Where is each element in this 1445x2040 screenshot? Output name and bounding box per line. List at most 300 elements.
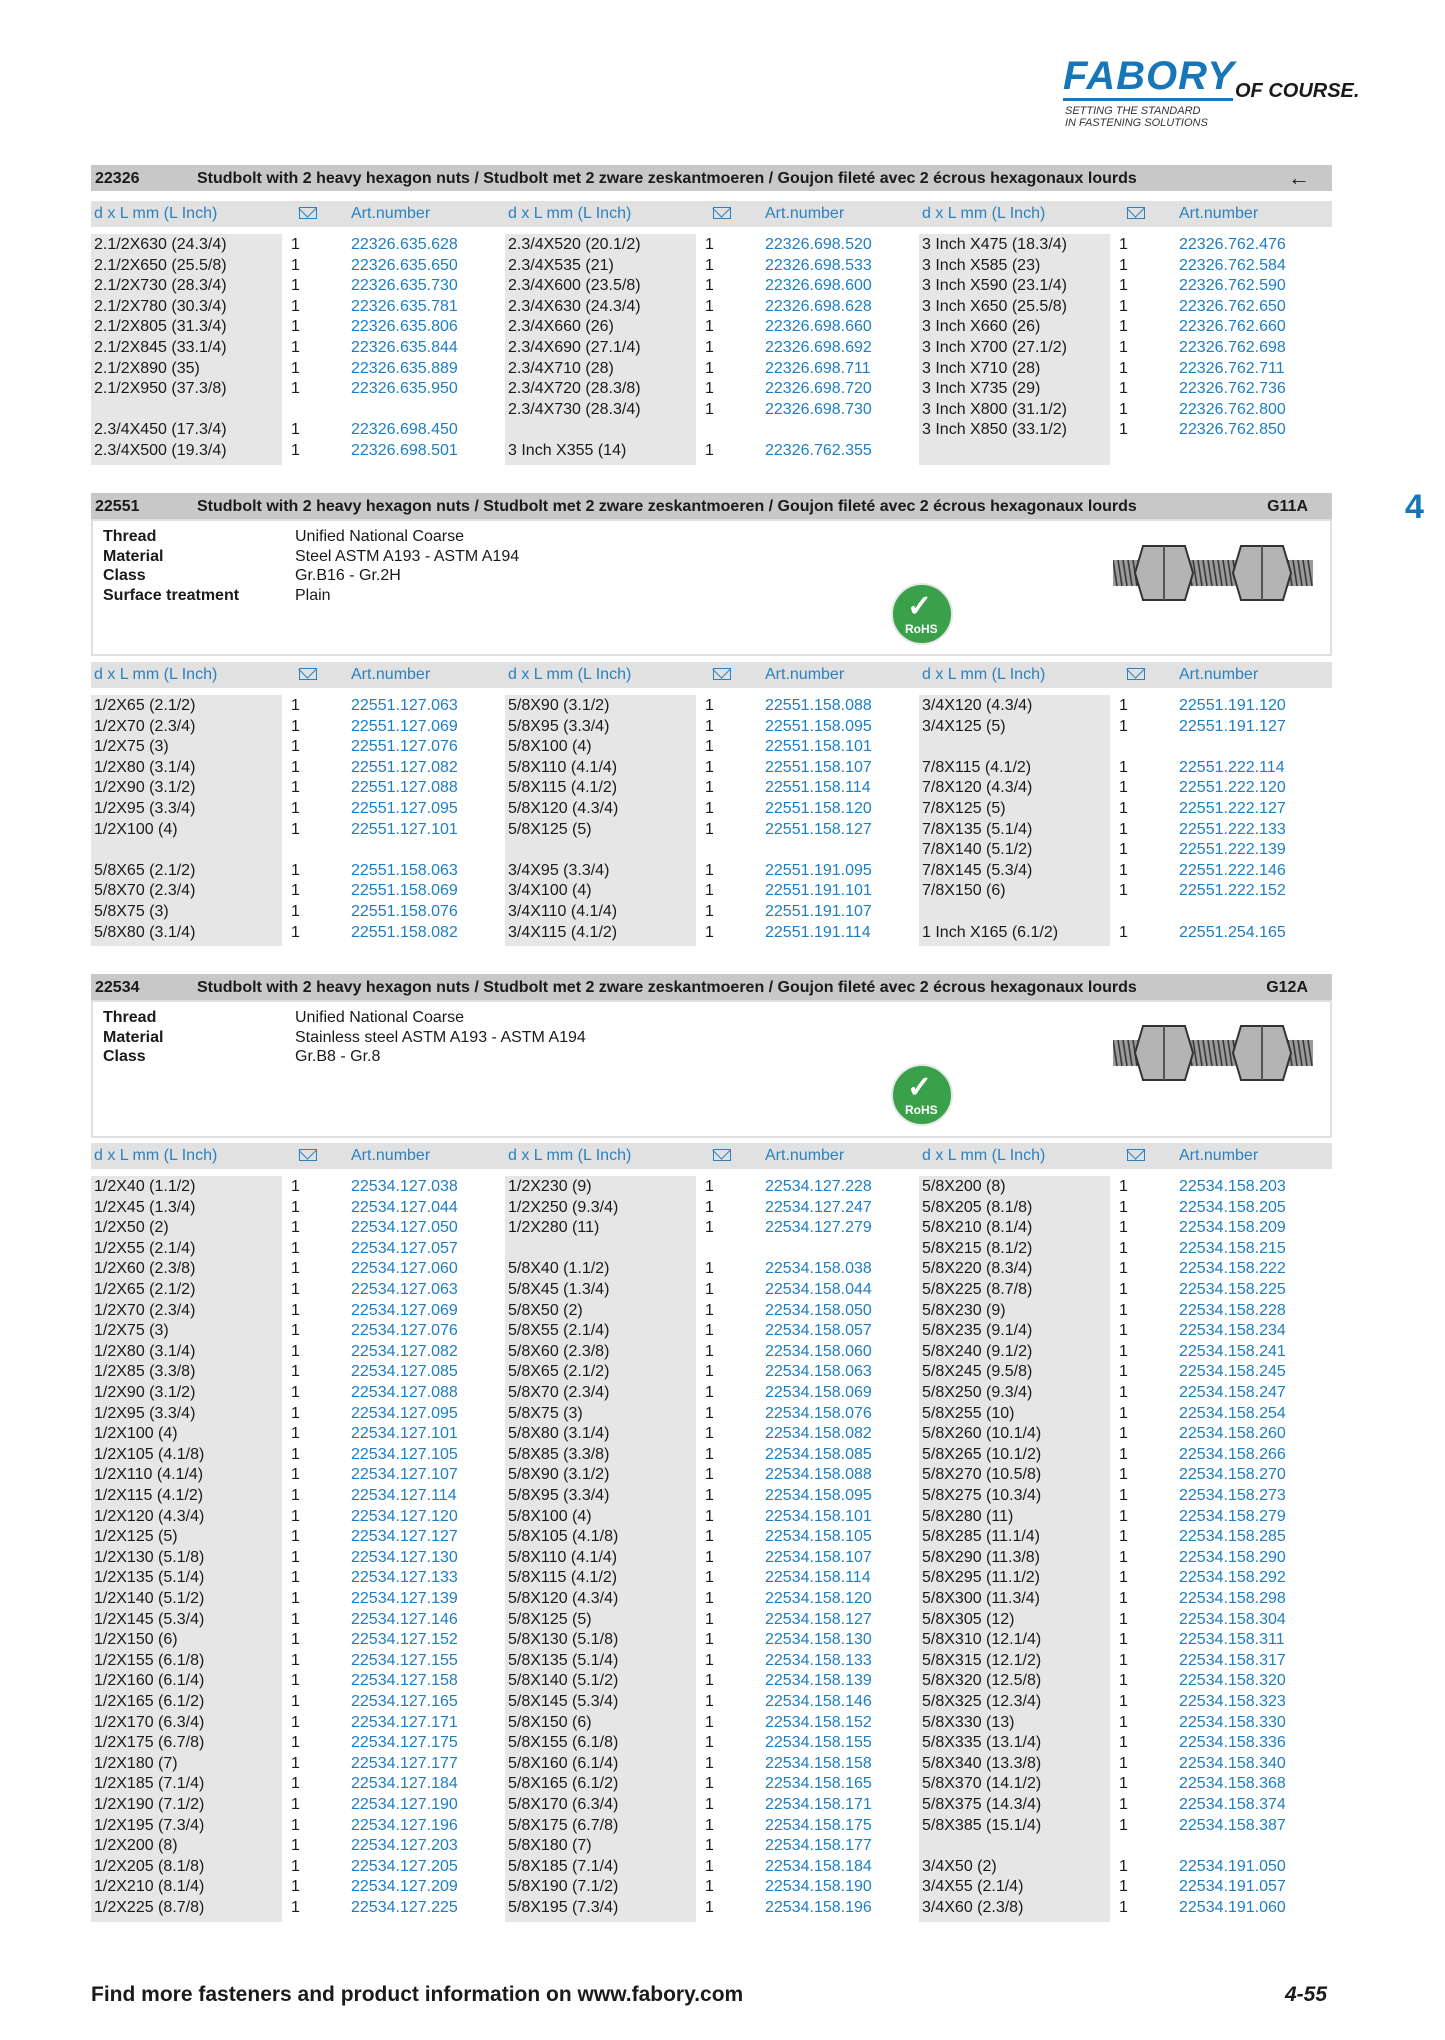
quantity-cell: 1 <box>1119 1590 1128 1607</box>
dimension-cell: 1/2X120 (4.3/4) <box>94 1507 205 1525</box>
dimension-cell: 5/8X290 (11.3/8) <box>922 1548 1041 1566</box>
article-number-link[interactable]: 22534.127.133 <box>351 1569 458 1587</box>
article-number-link[interactable]: 22534.158.285 <box>1179 1528 1286 1546</box>
quantity-cell: 1 <box>705 1178 714 1195</box>
dimension-cell: 1 Inch X165 (6.1/2) <box>922 923 1059 941</box>
article-number-link[interactable]: 22326.698.501 <box>351 442 458 459</box>
article-number-link[interactable]: 22326.698.628 <box>765 297 872 315</box>
article-number-link[interactable]: 22326.762.476 <box>1179 236 1286 253</box>
quantity-cell: 1 <box>705 1796 714 1813</box>
quantity-cell: 1 <box>291 923 300 941</box>
article-number-link[interactable]: 22551.127.069 <box>351 717 458 735</box>
article-number-link[interactable]: 22534.158.050 <box>765 1301 872 1319</box>
article-number-link[interactable]: 22551.222.127 <box>1179 800 1286 817</box>
article-number-link[interactable]: 22534.158.105 <box>765 1528 872 1546</box>
dimension-cell: 5/8X40 (1.1/2) <box>508 1260 610 1278</box>
quantity-cell: 1 <box>705 1260 714 1278</box>
article-number-link[interactable]: 22534.158.038 <box>765 1260 872 1278</box>
article-number-link[interactable]: 22534.127.146 <box>351 1610 458 1628</box>
article-number-link[interactable]: 22534.158.196 <box>765 1899 872 1916</box>
quantity-cell: 1 <box>705 923 714 941</box>
dimension-cell: 5/8X60 (2.3/8) <box>508 1342 610 1360</box>
quantity-cell: 1 <box>291 779 300 797</box>
article-number-link[interactable]: 22534.158.190 <box>765 1878 872 1896</box>
quantity-cell: 1 <box>705 1548 714 1566</box>
article-number-link[interactable]: 22326.762.590 <box>1179 277 1286 295</box>
article-number-link[interactable]: 22534.158.203 <box>1179 1178 1286 1195</box>
article-number-link[interactable]: 22551.191.120 <box>1179 697 1286 714</box>
article-number-link[interactable]: 22534.158.171 <box>765 1796 872 1813</box>
dimension-cell: 5/8X145 (5.3/4) <box>508 1693 619 1710</box>
article-number-link[interactable]: 22326.635.844 <box>351 339 458 356</box>
article-number-link[interactable]: 22534.158.130 <box>765 1631 872 1649</box>
article-number-link[interactable]: 22326.762.698 <box>1179 339 1286 356</box>
article-number-link[interactable]: 22534.127.139 <box>351 1590 458 1607</box>
quantity-cell: 1 <box>1119 1899 1128 1916</box>
article-number-link[interactable]: 22534.127.060 <box>351 1260 458 1278</box>
quantity-cell: 1 <box>291 820 300 838</box>
article-number-link[interactable]: 22534.127.190 <box>351 1796 458 1813</box>
article-number-link[interactable]: 22326.635.889 <box>351 359 458 377</box>
spec-value: Unified National Coarse <box>295 1009 464 1026</box>
article-number-link[interactable]: 22534.127.105 <box>351 1445 458 1463</box>
article-number-link[interactable]: 22534.158.368 <box>1179 1775 1286 1793</box>
article-number-link[interactable]: 22326.762.650 <box>1179 297 1286 315</box>
article-number-link[interactable]: 22534.158.057 <box>765 1322 872 1340</box>
article-number-link[interactable]: 22551.127.082 <box>351 758 458 776</box>
dimension-cell: 5/8X285 (11.1/4) <box>922 1528 1041 1546</box>
quantity-cell: 1 <box>291 1816 300 1834</box>
quantity-cell: 1 <box>1119 882 1128 900</box>
article-number-link[interactable]: 22551.127.095 <box>351 800 458 817</box>
article-number-link[interactable]: 22534.158.330 <box>1179 1713 1286 1731</box>
article-number-link[interactable]: 22534.127.177 <box>351 1754 458 1772</box>
dimension-cell: 3/4X115 (4.1/2) <box>508 923 618 941</box>
column-header-dimension: d x L mm (L Inch) <box>94 666 218 683</box>
article-number-link[interactable]: 22534.158.270 <box>1179 1466 1286 1484</box>
article-number-link[interactable]: 22534.158.063 <box>765 1363 872 1381</box>
article-number-link[interactable]: 22534.127.082 <box>351 1342 458 1360</box>
article-number-link[interactable]: 22534.158.320 <box>1179 1672 1286 1690</box>
dimension-cell: 1/2X155 (6.1/8) <box>94 1651 205 1669</box>
article-number-link[interactable]: 22534.127.088 <box>351 1384 458 1401</box>
article-number-link[interactable]: 22551.158.107 <box>765 758 872 776</box>
dimension-cell: 1/2X45 (1.3/4) <box>94 1198 196 1216</box>
quantity-cell: 1 <box>705 1899 714 1916</box>
article-number-link[interactable]: 22534.127.184 <box>351 1775 458 1793</box>
quantity-cell: 1 <box>291 1796 300 1813</box>
article-number-link[interactable]: 22534.158.340 <box>1179 1754 1286 1772</box>
article-number-link[interactable]: 22534.127.247 <box>765 1198 872 1216</box>
article-number-link[interactable]: 22534.158.260 <box>1179 1425 1286 1443</box>
article-number-link[interactable]: 22534.158.241 <box>1179 1342 1286 1360</box>
article-number-link[interactable]: 22534.158.209 <box>1179 1219 1286 1237</box>
article-number-link[interactable]: 22534.158.139 <box>765 1672 872 1690</box>
article-number-link[interactable]: 22534.127.095 <box>351 1404 458 1422</box>
article-number-link[interactable]: 22534.158.155 <box>765 1734 872 1752</box>
dimension-cell: 5/8X175 (6.7/8) <box>508 1816 619 1834</box>
article-number-link[interactable]: 22534.158.317 <box>1179 1651 1286 1669</box>
quantity-cell: 1 <box>705 1301 714 1319</box>
article-number-link[interactable]: 22534.158.133 <box>765 1651 872 1669</box>
dimension-cell: 5/8X75 (3) <box>94 903 169 920</box>
page-number: 4-55 <box>1285 1983 1328 2006</box>
dimension-cell: 3/4X110 (4.1/4) <box>508 903 618 920</box>
dimension-cell: 5/8X220 (8.3/4) <box>922 1260 1033 1278</box>
article-number-link[interactable]: 22326.698.720 <box>765 380 872 398</box>
dimension-cell: 3 Inch X475 (18.3/4) <box>922 236 1067 253</box>
quantity-cell: 1 <box>705 256 714 274</box>
quantity-cell: 1 <box>705 1569 714 1587</box>
article-number-link[interactable]: 22534.158.292 <box>1179 1569 1286 1587</box>
quantity-cell: 1 <box>291 318 300 336</box>
article-number-link[interactable]: 22326.698.692 <box>765 339 872 356</box>
article-number-link[interactable]: 22534.158.374 <box>1179 1796 1286 1813</box>
article-number-link[interactable]: 22534.158.060 <box>765 1342 872 1360</box>
dimension-cell: 1/2X70 (2.3/4) <box>94 1301 196 1319</box>
logo-underline <box>1063 98 1233 101</box>
article-number-link[interactable]: 22551.127.088 <box>351 779 458 797</box>
article-number-link[interactable]: 22326.698.600 <box>765 277 872 295</box>
dimension-cell: 5/8X205 (8.1/8) <box>922 1198 1033 1216</box>
article-number-link[interactable]: 22551.222.146 <box>1179 861 1286 879</box>
article-number-link[interactable]: 22534.127.209 <box>351 1878 458 1896</box>
article-number-link[interactable]: 22551.158.076 <box>351 903 458 920</box>
dimension-cell: 1/2X230 (9) <box>508 1178 592 1195</box>
article-number-link[interactable]: 22534.127.165 <box>351 1693 458 1710</box>
quantity-cell: 1 <box>291 380 300 398</box>
article-number-link[interactable]: 22551.127.076 <box>351 738 458 756</box>
article-number-link[interactable]: 22534.127.085 <box>351 1363 458 1381</box>
dimension-cell: 3/4X100 (4) <box>508 882 592 900</box>
logo-suffix: OF COURSE. <box>1235 80 1360 102</box>
quantity-cell: 1 <box>291 1610 300 1628</box>
article-number-link[interactable]: 22534.158.323 <box>1179 1693 1286 1710</box>
article-number-link[interactable]: 22534.158.146 <box>765 1693 872 1710</box>
article-number-link[interactable]: 22534.158.069 <box>765 1384 872 1401</box>
article-number-link[interactable]: 22534.158.290 <box>1179 1548 1286 1566</box>
article-number-link[interactable]: 22534.158.120 <box>765 1590 872 1607</box>
article-number-link[interactable]: 22326.698.730 <box>765 400 872 418</box>
article-number-link[interactable]: 22534.158.127 <box>765 1610 872 1628</box>
quantity-cell: 1 <box>705 339 714 356</box>
article-number-link[interactable]: 22534.158.076 <box>765 1404 872 1422</box>
article-number-link[interactable]: 22326.635.806 <box>351 318 458 336</box>
footer-text: Find more fasteners and product information on www.fabory.com <box>91 1983 744 2006</box>
article-number-link[interactable]: 22551.222.133 <box>1179 820 1286 838</box>
chapter-number: 4 <box>1405 488 1424 526</box>
dimension-cell: 1/2X130 (5.1/8) <box>94 1548 205 1566</box>
article-number-link[interactable]: 22534.158.387 <box>1179 1816 1286 1834</box>
dimension-cell: 5/8X225 (8.7/8) <box>922 1281 1033 1298</box>
article-number-link[interactable]: 22551.158.101 <box>765 738 872 756</box>
dimension-cell: 1/2X90 (3.1/2) <box>94 779 196 797</box>
article-number-link[interactable]: 22534.127.279 <box>765 1219 872 1237</box>
column-header-dimension: d x L mm (L Inch) <box>94 205 218 222</box>
article-number-link[interactable]: 22326.635.950 <box>351 380 458 398</box>
article-number-link[interactable]: 22534.158.085 <box>765 1445 872 1463</box>
dimension-cell: 1/2X75 (3) <box>94 1322 169 1340</box>
column-header-dimension: d x L mm (L Inch) <box>922 666 1046 683</box>
article-number-link[interactable]: 22534.127.171 <box>351 1713 458 1731</box>
article-number-link[interactable]: 22534.158.222 <box>1179 1260 1286 1278</box>
article-number-link[interactable]: 22534.158.304 <box>1179 1610 1286 1628</box>
article-number-link[interactable]: 22534.158.044 <box>765 1281 872 1298</box>
quantity-cell: 1 <box>291 738 300 756</box>
spec-label: Thread <box>103 528 157 545</box>
dimension-cell: 5/8X295 (11.1/2) <box>922 1569 1041 1587</box>
article-number-link[interactable]: 22534.158.165 <box>765 1775 872 1793</box>
dimension-cell: 5/8X200 (8) <box>922 1178 1006 1195</box>
article-number-link[interactable]: 22534.158.336 <box>1179 1734 1286 1752</box>
article-number-link[interactable]: 22534.158.254 <box>1179 1404 1286 1422</box>
quantity-cell: 1 <box>1119 1466 1128 1484</box>
spec-value: Plain <box>295 586 331 604</box>
article-number-link[interactable]: 22534.158.247 <box>1179 1384 1286 1401</box>
dimension-cell: 5/8X105 (4.1/8) <box>508 1528 619 1546</box>
dimension-cell: 2.3/4X500 (19.3/4) <box>94 442 227 459</box>
article-number-link[interactable]: 22534.127.069 <box>351 1301 458 1319</box>
article-number-link[interactable]: 22551.158.088 <box>765 697 872 714</box>
quantity-cell: 1 <box>291 758 300 776</box>
article-number-link[interactable]: 22551.158.120 <box>765 800 872 817</box>
dimension-cell: 5/8X280 (11) <box>922 1507 1014 1525</box>
article-number-link[interactable]: 22551.127.063 <box>351 697 458 714</box>
dimension-cell: 2.1/2X650 (25.5/8) <box>94 256 227 274</box>
article-number-link[interactable]: 22551.191.127 <box>1179 717 1286 735</box>
dimension-cell: 3 Inch X850 (33.1/2) <box>922 421 1067 439</box>
article-number-link[interactable]: 22326.698.711 <box>765 359 871 377</box>
dimension-cell: 5/8X230 (9) <box>922 1301 1006 1319</box>
dimension-cell: 2.1/2X780 (30.3/4) <box>94 297 227 315</box>
dimension-cell: 5/8X165 (6.1/2) <box>508 1775 619 1793</box>
dimension-cell: 3 Inch X735 (29) <box>922 380 1041 398</box>
article-number-link[interactable]: 22534.127.127 <box>351 1528 458 1546</box>
section-title: Studbolt with 2 heavy hexagon nuts / Studbolt met 2 zware zeskantmoeren / Goujon fileté avec 2 écrous hexagonaux lourds <box>197 979 1137 996</box>
quantity-cell: 1 <box>1119 236 1128 253</box>
article-number-link[interactable]: 22534.127.175 <box>351 1734 458 1752</box>
logo-tagline-1: SETTING THE STANDARD <box>1065 105 1201 117</box>
article-number-link[interactable]: 22326.698.520 <box>765 236 872 253</box>
article-number-link[interactable]: 22551.222.152 <box>1179 882 1286 900</box>
quantity-cell: 1 <box>705 1878 714 1896</box>
section-title: Studbolt with 2 heavy hexagon nuts / Studbolt met 2 zware zeskantmoeren / Goujon fileté avec 2 écrous hexagonaux lourds <box>197 498 1137 515</box>
spec-label: Material <box>103 547 164 565</box>
article-number-link[interactable]: 22534.127.158 <box>351 1672 458 1690</box>
article-number-link[interactable]: 22534.158.107 <box>765 1548 872 1566</box>
article-number-link[interactable]: 22534.127.101 <box>351 1425 458 1443</box>
article-number-link[interactable]: 22551.158.063 <box>351 861 458 879</box>
article-number-link[interactable]: 22326.635.781 <box>351 297 458 315</box>
dimension-cell: 5/8X65 (2.1/2) <box>508 1363 610 1381</box>
dimension-cell: 1/2X160 (6.1/4) <box>94 1672 205 1690</box>
article-number-link[interactable]: 22534.127.057 <box>351 1239 458 1257</box>
article-number-link[interactable]: 22551.158.082 <box>351 923 458 941</box>
article-number-link[interactable]: 22534.158.311 <box>1179 1631 1285 1649</box>
article-number-link[interactable]: 22326.635.628 <box>351 236 458 253</box>
quantity-cell: 1 <box>1119 1425 1128 1443</box>
article-number-link[interactable]: 22534.158.245 <box>1179 1363 1286 1381</box>
article-number-link[interactable]: 22534.127.114 <box>351 1487 457 1504</box>
article-number-link[interactable]: 22534.127.044 <box>351 1198 458 1216</box>
dimension-cell: 5/8X240 (9.1/2) <box>922 1342 1033 1360</box>
quantity-cell: 1 <box>291 1569 300 1587</box>
article-number-link[interactable]: 22326.635.650 <box>351 256 458 274</box>
article-number-link[interactable]: 22534.127.050 <box>351 1219 458 1237</box>
article-number-link[interactable]: 22534.191.060 <box>1179 1899 1286 1916</box>
column-header-dimension: d x L mm (L Inch) <box>94 1147 218 1164</box>
article-number-link[interactable]: 22551.158.069 <box>351 882 458 900</box>
dimension-cell: 7/8X140 (5.1/2) <box>922 841 1033 859</box>
article-number-link[interactable]: 22551.222.114 <box>1179 758 1285 776</box>
article-number-link[interactable]: 22534.158.114 <box>765 1569 871 1587</box>
studbolt-image <box>1113 538 1313 608</box>
rohs-label: RoHS <box>905 1103 938 1117</box>
article-number-link[interactable]: 22534.158.298 <box>1179 1590 1286 1607</box>
article-number-link[interactable]: 22534.158.095 <box>765 1487 872 1504</box>
article-number-link[interactable]: 22534.127.063 <box>351 1281 458 1298</box>
section-ref: G12A <box>1266 979 1308 996</box>
dimension-cell: 5/8X80 (3.1/4) <box>508 1425 610 1443</box>
article-number-link[interactable]: 22534.158.234 <box>1179 1322 1286 1340</box>
dimension-cell: 5/8X155 (6.1/8) <box>508 1734 619 1752</box>
column-header-article: Art.number <box>765 666 845 683</box>
quantity-cell: 1 <box>291 1219 300 1237</box>
quantity-cell: 1 <box>1119 256 1128 274</box>
article-number-link[interactable]: 22326.762.355 <box>765 442 872 459</box>
article-number-link[interactable]: 22534.158.177 <box>765 1837 872 1855</box>
quantity-cell: 1 <box>705 1693 714 1710</box>
article-number-link[interactable]: 22534.127.076 <box>351 1322 458 1340</box>
article-number-link[interactable]: 22551.158.095 <box>765 717 872 735</box>
column-header-article: Art.number <box>351 205 431 222</box>
article-number-link[interactable]: 22534.158.266 <box>1179 1445 1286 1463</box>
quantity-cell: 1 <box>291 236 300 253</box>
article-number-link[interactable]: 22534.191.057 <box>1179 1878 1286 1896</box>
article-number-link[interactable]: 22534.158.225 <box>1179 1281 1286 1298</box>
quantity-cell: 1 <box>705 1528 714 1546</box>
dimension-cell: 1/2X225 (8.7/8) <box>94 1899 205 1916</box>
article-number-link[interactable]: 22534.191.050 <box>1179 1857 1286 1875</box>
quantity-cell: 1 <box>705 820 714 838</box>
dimension-cell: 5/8X120 (4.3/4) <box>508 1590 619 1607</box>
quantity-cell: 1 <box>705 1713 714 1731</box>
quantity-cell: 1 <box>1119 1363 1128 1381</box>
article-number-link[interactable]: 22326.762.711 <box>1179 359 1285 377</box>
dimension-cell: 5/8X135 (5.1/4) <box>508 1651 619 1669</box>
article-number-link[interactable]: 22534.127.225 <box>351 1899 458 1916</box>
dimension-cell: 5/8X150 (6) <box>508 1713 592 1731</box>
article-number-link[interactable]: 22534.127.155 <box>351 1651 458 1669</box>
article-number-link[interactable]: 22534.158.215 <box>1179 1239 1286 1257</box>
article-number-link[interactable]: 22534.158.158 <box>765 1754 872 1772</box>
column-header-dimension: d x L mm (L Inch) <box>508 1147 632 1164</box>
article-number-link[interactable]: 22326.698.660 <box>765 318 872 336</box>
dimension-cell: 7/8X135 (5.1/4) <box>922 820 1033 838</box>
quantity-cell: 1 <box>1119 1610 1128 1628</box>
article-number-link[interactable]: 22326.762.736 <box>1179 380 1286 398</box>
article-number-link[interactable]: 22551.222.139 <box>1179 841 1286 859</box>
article-number-link[interactable]: 22551.191.114 <box>765 923 871 941</box>
article-number-link[interactable]: 22534.127.038 <box>351 1178 458 1195</box>
article-number-link[interactable]: 22534.127.228 <box>765 1178 872 1195</box>
article-number-link[interactable]: 22534.127.130 <box>351 1548 458 1566</box>
quantity-cell: 1 <box>1119 861 1128 879</box>
envelope-icon <box>299 1149 317 1161</box>
quantity-cell: 1 <box>291 1384 300 1401</box>
article-number-link[interactable]: 22534.158.205 <box>1179 1198 1286 1216</box>
article-number-link[interactable]: 22534.158.082 <box>765 1425 872 1443</box>
envelope-icon <box>1127 668 1145 680</box>
article-number-link[interactable]: 22551.191.095 <box>765 861 872 879</box>
article-number-link[interactable]: 22326.698.533 <box>765 256 872 274</box>
article-number-link[interactable]: 22326.762.800 <box>1179 400 1286 418</box>
dimension-cell: 1/2X165 (6.1/2) <box>94 1693 205 1710</box>
dimension-cell: 3 Inch X590 (23.1/4) <box>922 277 1067 295</box>
quantity-cell: 1 <box>291 1837 300 1855</box>
article-number-link[interactable]: 22534.127.107 <box>351 1466 458 1484</box>
article-number-link[interactable]: 22326.762.584 <box>1179 256 1286 274</box>
quantity-cell: 1 <box>705 1837 714 1855</box>
dimension-cell: 5/8X340 (13.3/8) <box>922 1754 1042 1772</box>
table-header <box>91 662 1332 688</box>
dimension-cell: 5/8X195 (7.3/4) <box>508 1899 619 1916</box>
article-number-link[interactable]: 22534.158.228 <box>1179 1301 1286 1319</box>
dimension-cell: 1/2X210 (8.1/4) <box>94 1878 205 1896</box>
quantity-cell: 1 <box>291 800 300 817</box>
article-number-link[interactable]: 22326.762.660 <box>1179 318 1286 336</box>
quantity-cell: 1 <box>291 882 300 900</box>
article-number-link[interactable]: 22551.158.114 <box>765 779 871 797</box>
article-number-link[interactable]: 22534.158.101 <box>765 1507 872 1525</box>
article-number-link[interactable]: 22326.698.450 <box>351 421 458 439</box>
article-number-link[interactable]: 22326.635.730 <box>351 277 458 295</box>
article-number-link[interactable]: 22551.254.165 <box>1179 923 1286 941</box>
quantity-cell: 1 <box>705 861 714 879</box>
article-number-link[interactable]: 22326.762.850 <box>1179 421 1286 439</box>
article-number-link[interactable]: 22534.158.088 <box>765 1466 872 1484</box>
article-number-link[interactable]: 22534.127.205 <box>351 1857 458 1875</box>
article-number-link[interactable]: 22534.158.175 <box>765 1816 872 1834</box>
article-number-link[interactable]: 22551.191.107 <box>765 903 872 920</box>
quantity-cell: 1 <box>1119 1878 1128 1896</box>
dimension-cell: 1/2X190 (7.1/2) <box>94 1796 205 1813</box>
section-code: 22551 <box>95 498 140 515</box>
article-number-link[interactable]: 22534.127.120 <box>351 1507 458 1525</box>
quantity-cell: 1 <box>291 903 300 920</box>
check-icon: ✓ <box>907 1071 933 1104</box>
article-number-link[interactable]: 22551.222.120 <box>1179 779 1286 797</box>
article-number-link[interactable]: 22534.158.273 <box>1179 1487 1286 1504</box>
quantity-cell: 1 <box>705 800 714 817</box>
dimension-cell: 5/8X170 (6.3/4) <box>508 1796 619 1813</box>
article-number-link[interactable]: 22534.127.152 <box>351 1631 458 1649</box>
dimension-cell: 1/2X150 (6) <box>94 1631 178 1649</box>
quantity-cell: 1 <box>1119 1178 1128 1195</box>
article-number-link[interactable]: 22534.158.279 <box>1179 1507 1286 1525</box>
article-number-link[interactable]: 22551.127.101 <box>351 820 458 838</box>
article-number-link[interactable]: 22551.191.101 <box>765 882 872 900</box>
quantity-cell: 1 <box>1119 421 1128 439</box>
article-number-link[interactable]: 22534.127.203 <box>351 1837 458 1855</box>
article-number-link[interactable]: 22551.158.127 <box>765 820 872 838</box>
dimension-cell: 2.1/2X845 (33.1/4) <box>94 339 227 356</box>
article-number-link[interactable]: 22534.158.152 <box>765 1713 872 1731</box>
article-number-link[interactable]: 22534.127.196 <box>351 1816 458 1834</box>
envelope-icon <box>713 1149 731 1161</box>
article-number-link[interactable]: 22534.158.184 <box>765 1857 872 1875</box>
back-arrow-icon[interactable]: ← <box>1288 165 1310 190</box>
